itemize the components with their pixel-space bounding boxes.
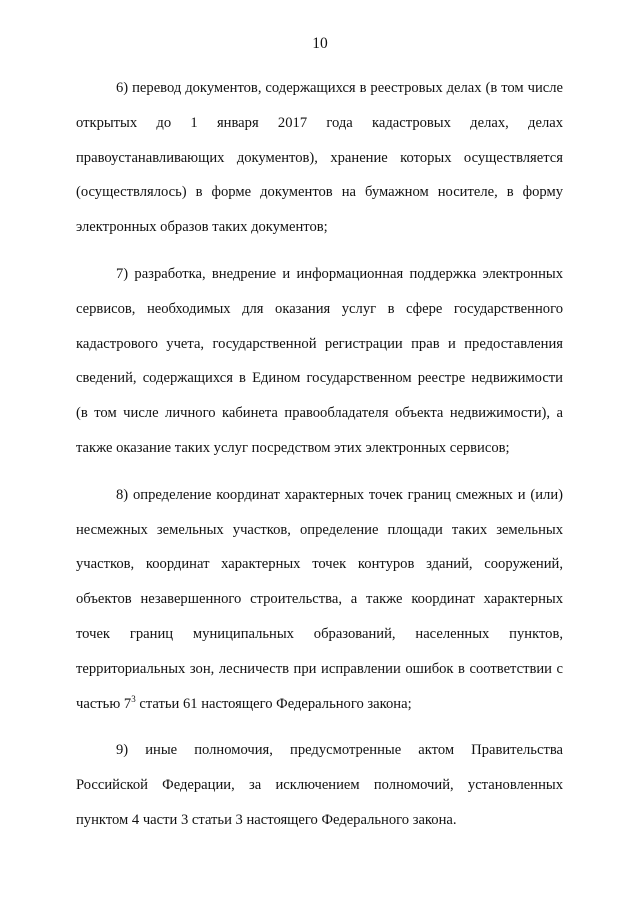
paragraph-item-8 xyxy=(76,478,563,722)
page-number: 10 xyxy=(312,35,328,52)
paragraph-item-9: 9) иные полномочия, предусмотренные актом Правительства Российской Федерации, за исключением полномочий, установленных пунктом 4 части 3 статьи 3 настоящего Федерального закона. xyxy=(76,742,563,828)
superscript-index: 3 xyxy=(131,693,136,704)
document-body xyxy=(76,71,563,838)
paragraph-item-7: 7) разработка, внедрение и информационная поддержка электронных сервисов, необходимых для оказания услуг в сфере государственного кадастрового учета, государственной регистрации прав и предоставления сведений, содержащихся в Едином государственном реестре недвижимости (в том числе личного кабинета правообладателя объекта недвижимости), а также оказание таких услуг посредством этих электронных сервисов; xyxy=(76,265,563,456)
paragraph-item-8-text-end: статьи 61 настоящего Федерального закона; xyxy=(135,695,412,712)
paragraph-item-6: 6) перевод документов, содержащихся в реестровых делах (в том числе открытых до 1 января 2017 года кадастровых делах, делах правоустанавливающих документов), хранение которых осуществляется (осуществлялось) в форме документов на бумажном носителе, в форму электронных образов таких документов; xyxy=(76,80,563,236)
paragraph-item-8-text: 8) определение координат характерных точек границ смежных и (или) несмежных земельных участков, определение площади таких земельных участков, координат характерных точек контуров зданий, сооружений, объектов незавершенного строительства, а также координат характерных точек границ муниципальных образований, населенных пунктов, территориальных зон, лесничеств при исправлении ошибок в соответствии с частью 7 xyxy=(76,486,563,712)
